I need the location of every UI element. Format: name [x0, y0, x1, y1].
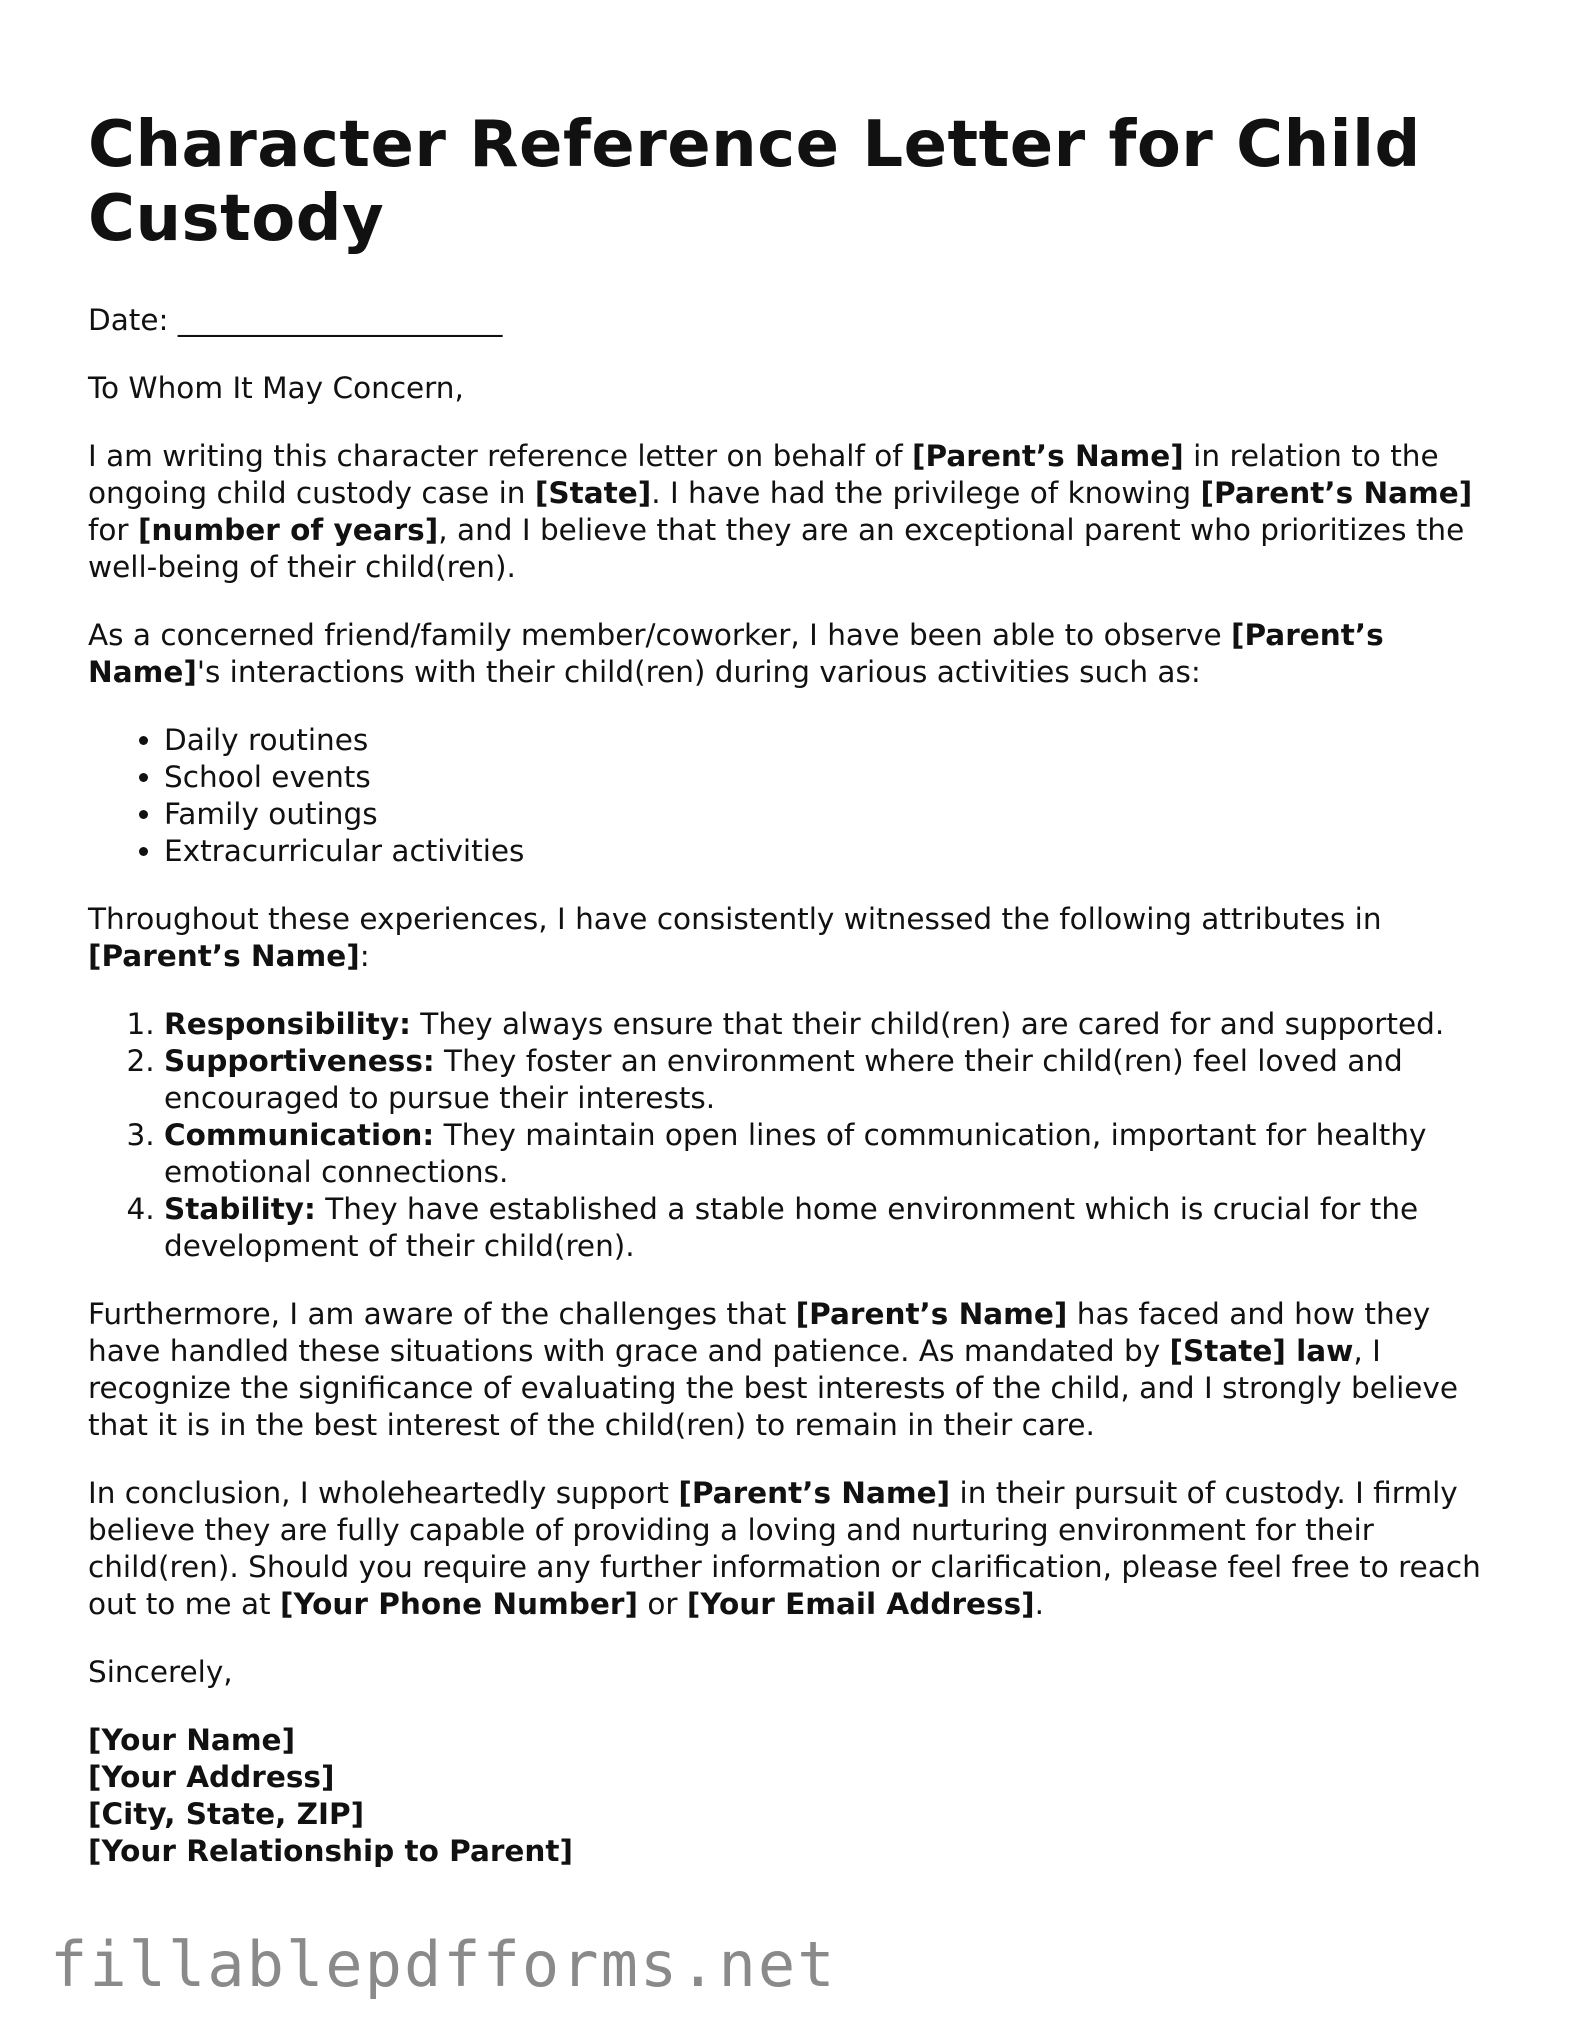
text: . [1034, 1587, 1045, 1621]
activities-list [88, 722, 1508, 870]
signature-relationship: [Your Relationship to Parent] [88, 1834, 574, 1868]
date-blank: ______________________ [177, 303, 503, 337]
text: , and I believe that they are an exceptional parent who prioritizes the well-being of their child(ren). [88, 513, 1465, 584]
text: . I have had the privilege of knowing [651, 476, 1201, 510]
list-item: • Daily routines [164, 722, 1508, 759]
attribute-term: Responsibility: [164, 1007, 411, 1041]
paragraph-conclusion [88, 1475, 1508, 1623]
attribute-text: They have established a stable home environment which is crucial for the development of their child(ren). [164, 1192, 1419, 1263]
signature-block [88, 1722, 1508, 1870]
paragraph-observation [88, 617, 1508, 691]
text: , I recognize the significance of evaluating the best interests of the child, and I strongly believe that it is in the best interest of the child(ren) to remain in their care. [88, 1334, 1459, 1442]
closing: Sincerely, [88, 1655, 233, 1689]
text: has faced and how they have handled these situations with grace and patience. As mandated by [88, 1297, 1431, 1368]
attribute-text: They always ensure that their child(ren) are cared for and supported. [410, 1007, 1445, 1041]
placeholder-email: [Your Email Address] [686, 1587, 1035, 1621]
placeholder-years: [number of years] [137, 513, 439, 547]
text: : [359, 939, 370, 973]
attribute-text: They foster an environment where their child(ren) feel loved and encouraged to pursue their interests. [164, 1044, 1403, 1115]
date-line [88, 302, 1508, 339]
placeholder-phone: [Your Phone Number] [279, 1587, 638, 1621]
page-title: Character Reference Letter for Child Custody [88, 108, 1421, 256]
attribute-term: Communication: [164, 1118, 435, 1152]
attribute-text: They maintain open lines of communication, important for healthy emotional connections. [164, 1118, 1427, 1189]
placeholder-parent-name: [Parent’s Name] [1200, 476, 1473, 510]
placeholder-state: [State] [534, 476, 652, 510]
list-item [164, 1191, 1508, 1265]
text: 's interactions with their child(ren) during various activities such as: [196, 655, 1201, 689]
placeholder-parent-name: [Parent’s Name] [678, 1476, 951, 1510]
placeholder-parent-name: [Parent’s Name] [88, 939, 360, 973]
text: or [637, 1587, 687, 1621]
signature-address: [Your Address] [88, 1760, 335, 1794]
text: As a concerned friend/family member/coworker, I have been able to observe [88, 618, 1231, 652]
list-item [164, 1043, 1508, 1117]
paragraph-attributes-intro [88, 901, 1508, 975]
attribute-term: Stability: [164, 1192, 316, 1226]
paragraph-challenges [88, 1296, 1508, 1444]
text: Furthermore, I am aware of the challenges that [88, 1297, 796, 1331]
signature-city: [City, State, ZIP] [88, 1797, 365, 1831]
salutation: To Whom It May Concern, [88, 371, 464, 405]
placeholder-parent-name: [Parent’s Name] [88, 618, 1384, 689]
list-item: • School events [164, 759, 1508, 796]
placeholder-parent-name: [Parent’s Name] [795, 1297, 1068, 1331]
date-label: Date: [88, 303, 169, 337]
attributes-list [88, 1006, 1508, 1265]
paragraph-intro [88, 438, 1508, 586]
text: I am writing this character reference letter on behalf of [88, 439, 913, 473]
watermark: fillablepdfforms.net [50, 1928, 837, 2001]
placeholder-parent-name: [Parent’s Name] [912, 439, 1184, 473]
text: In conclusion, I wholeheartedly support [88, 1476, 679, 1510]
list-item [164, 1006, 1508, 1043]
text: in their pursuit of custody. I firmly believe they are fully capable of providing a loving and nurturing environment for their child(ren). Should you require any further information or clarification, please feel free to reach out to me at [88, 1476, 1481, 1621]
list-item: • Extracurricular activities [164, 833, 1508, 870]
list-item: • Family outings [164, 796, 1508, 833]
list-item [164, 1117, 1508, 1191]
placeholder-state-law: [State] law [1169, 1334, 1354, 1368]
signature-name: [Your Name] [88, 1723, 296, 1757]
text: Throughout these experiences, I have consistently witnessed the following attributes in [88, 902, 1382, 936]
letter-document [88, 108, 1508, 1870]
text: for [88, 513, 138, 547]
text: in relation to the ongoing child custody case in [88, 439, 1439, 510]
attribute-term: Supportiveness: [164, 1044, 435, 1078]
